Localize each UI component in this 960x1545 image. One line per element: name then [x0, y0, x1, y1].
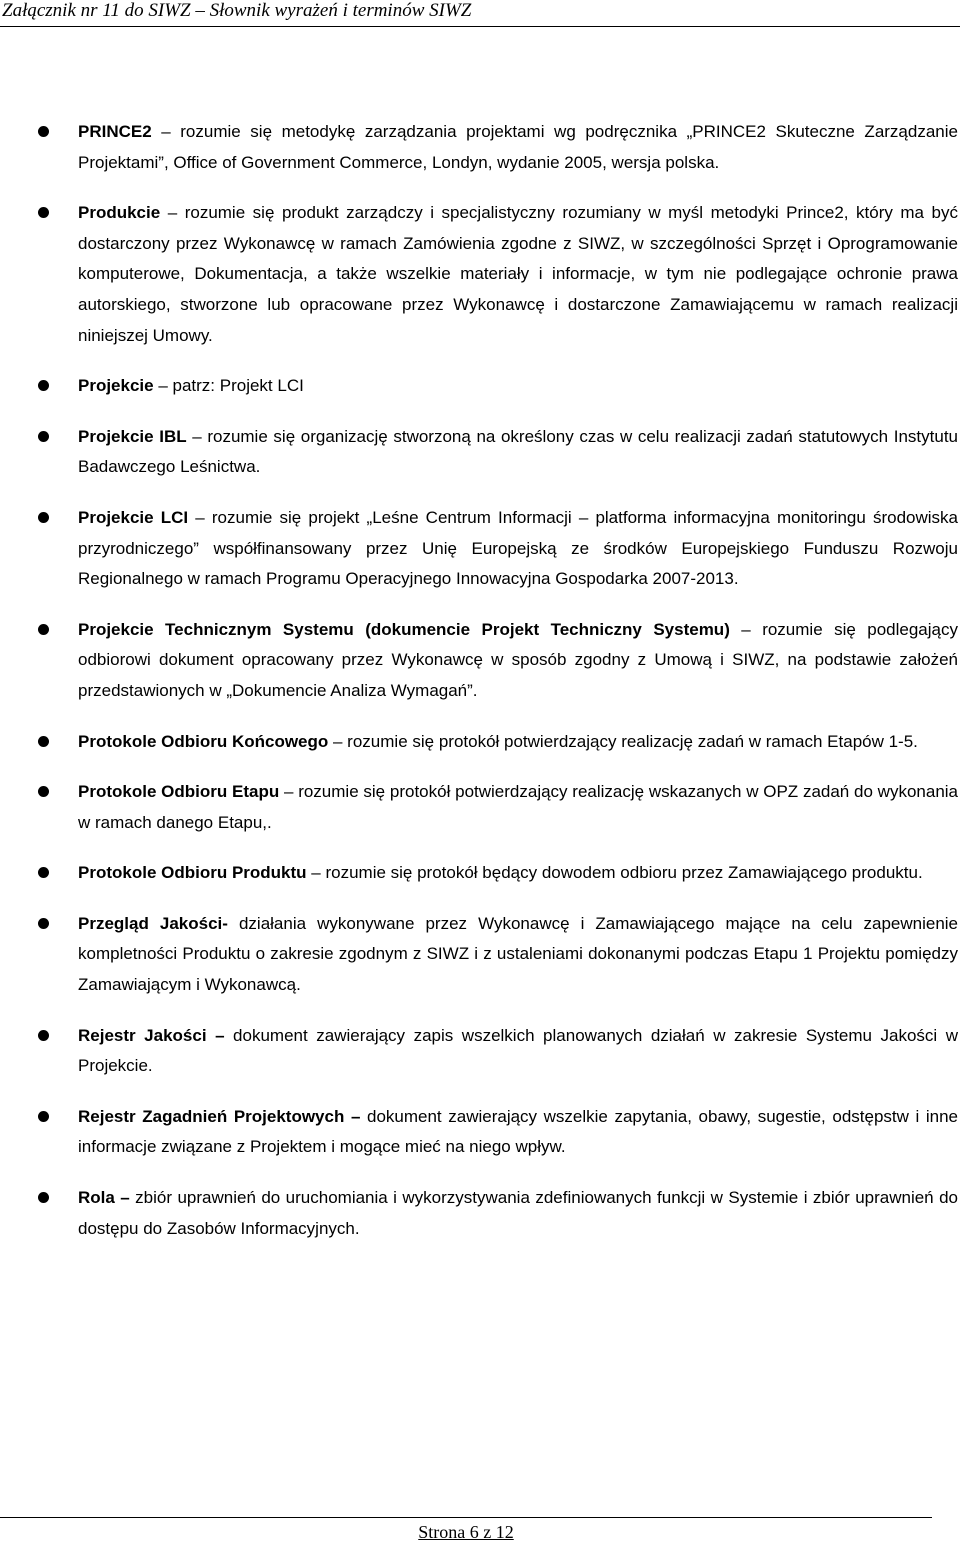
definition-term: Rejestr Jakości – [78, 1025, 225, 1045]
bullet-icon [38, 207, 49, 218]
header-title: Załącznik nr 11 do SIWZ – Słownik wyrażeń i terminów SIWZ [2, 0, 472, 21]
bullet-icon [38, 786, 49, 797]
definition-term: Projekcie LCI [78, 507, 189, 527]
definition-text: – rozumie się podlegający odbiorowi dokument opracowany przez Wykonawcę w sposób zgodny z Umową i SIWZ, na podstawie założeń przedstawionych w „Dokumencie Analiza Wymagań”. [78, 619, 958, 700]
definitions-list [0, 117, 960, 1264]
definition-term: Rola – [78, 1188, 130, 1208]
bullet-icon [38, 918, 49, 929]
definition-term: Projekcie [78, 376, 154, 396]
definition-text: dokument zawierający wszelkie zapytania, obawy, sugestie, odstępstw i inne informacje związane z Projektem i mogące mieć na niego wpływ. [78, 1106, 958, 1157]
list-item [0, 371, 960, 402]
list-item [0, 422, 960, 483]
page-footer [0, 1505, 960, 1545]
definition-term: Protokole Odbioru Produktu [78, 863, 307, 883]
bullet-icon [38, 1111, 49, 1122]
definition-term: Produkcie [78, 203, 161, 223]
list-item [0, 858, 960, 889]
bullet-icon [38, 431, 49, 442]
definition-text: – rozumie się projekt „Leśne Centrum Informacji – platforma informacyjna monitoringu środowiska przyrodniczego” współfinansowany przez Unię Europejską ze środków Europejskiego Funduszu Rozwoju Regionalnego w ramach Programu Operacyjnego Innowacyjna Gospodarka 2007-2013. [78, 507, 958, 589]
bullet-icon [38, 380, 49, 391]
bullet-icon [38, 512, 49, 523]
definition-text: dokument zawierający zapis wszelkich planowanych działań w zakresie Systemu Jakości w Projekcie. [78, 1025, 958, 1076]
bullet-icon [38, 736, 49, 747]
definition-text: – patrz: Projekt LCI [153, 376, 304, 396]
definition-text: – rozumie się protokół potwierdzający realizację zadań w ramach Etapów 1-5. [328, 731, 918, 751]
bullet-icon [38, 1192, 49, 1203]
list-item [0, 1021, 960, 1082]
definition-term: Protokole Odbioru Końcowego [78, 731, 329, 751]
definition-term: Projekcie Technicznym Systemu (dokumencie Projekt Techniczny Systemu) [78, 619, 730, 639]
page-header [0, 0, 960, 32]
list-item [0, 615, 960, 707]
definition-term: Przegląd Jakości- [78, 913, 228, 933]
list-item [0, 727, 960, 758]
bullet-icon [38, 126, 49, 137]
list-item [0, 909, 960, 1001]
definition-text: zbiór uprawnień do uruchomiania i wykorzystywania zdefiniowanych funkcji w Systemie i zbiór uprawnień do dostępu do Zasobów Informacyjnych. [78, 1188, 958, 1238]
page-number: Strona 6 z 12 [418, 1522, 514, 1542]
bullet-icon [38, 1030, 49, 1041]
definition-text: – rozumie się metodykę zarządzania projektami wg podręcznika „PRINCE2 Skuteczne Zarządzanie Projektami”, Office of Government Commerce, Londyn, wydanie 2005, wersja polska. [78, 122, 958, 172]
list-item [0, 198, 960, 351]
definition-term: Projekcie IBL [78, 426, 187, 446]
bullet-icon [38, 624, 49, 635]
definition-term: Protokole Odbioru Etapu [78, 782, 280, 802]
definition-term: PRINCE2 [78, 122, 152, 141]
list-item [0, 503, 960, 595]
bullet-icon [38, 867, 49, 878]
list-item [0, 1183, 960, 1244]
footer-divider [0, 1517, 932, 1518]
definition-text: – rozumie się protokół będący dowodem odbioru przez Zamawiającego produktu. [306, 863, 923, 883]
definition-text: – rozumie się organizację stworzoną na określony czas w celu realizacji zadań statutowych Instytutu Badawczego Leśnictwa. [78, 426, 959, 477]
definition-term: Rejestr Zagadnień Projektowych – [78, 1106, 361, 1126]
definition-text: – rozumie się protokół potwierdzający realizację wskazanych w OPZ zadań do wykonania w ramach danego Etapu,. [78, 782, 959, 832]
definition-text: działania wykonywane przez Wykonawcę i Zamawiającego mające na celu zapewnienie kompletności Produktu o zakresie zgodnym z SIWZ i z ustaleniami dokonanymi podczas Etapu 1 Projektu pomiędzy Zamawiającym i Wykonawcą. [78, 913, 959, 995]
list-item [0, 777, 960, 838]
definition-text: – rozumie się produkt zarządczy i specjalistyczny rozumiany w myśl metodyki Prince2, który ma być dostarczony przez Wykonawcę w ramach Zamówienia zgodne z SIWZ, w szczególności Sprzęt i Oprogramowanie komputerowe, Dokumentacja, a także wszelkie materiały i informacje, w tym nie podlegające ochronie prawa autorskiego, stworzone lub opracowane przez Wykonawcę i dostarczone Zamawiającemu w ramach realizacji niniejszej Umowy. [78, 203, 958, 345]
list-item [0, 1102, 960, 1163]
header-divider [0, 26, 960, 27]
list-item [0, 117, 960, 178]
